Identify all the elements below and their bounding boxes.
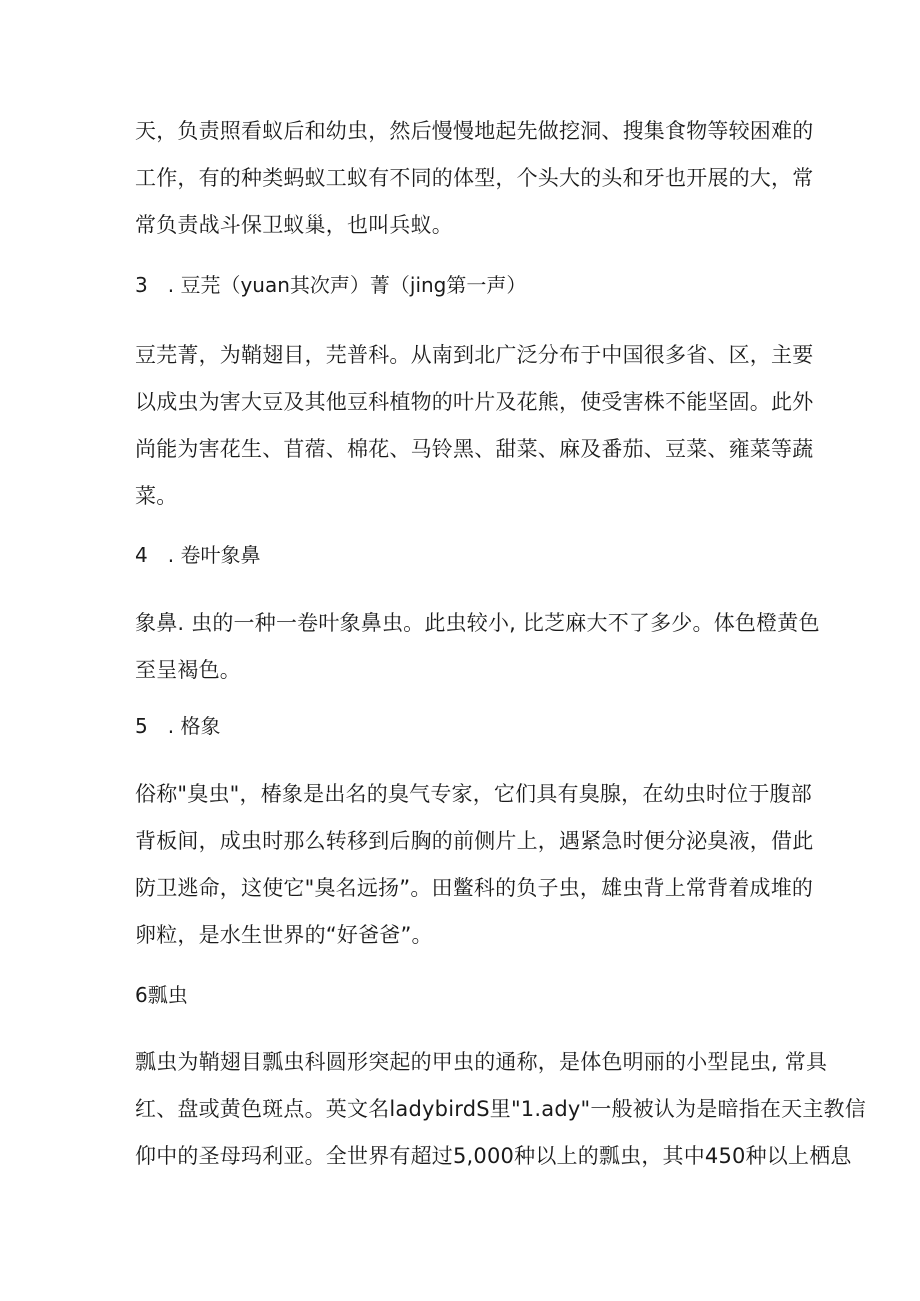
paragraph-leaf-rolling-weevil [135, 600, 820, 694]
text-line: 豆芫菁，为鞘翅目，芫普科。从南到北广泛分布于中国很多省、区，主要 [135, 343, 814, 367]
text-line: 红、盘或黄色斑点。英文名ladybirdS里"1.ady"一般被认为是暗指在天主教信 [135, 1097, 866, 1121]
section-heading-3: 3 . 豆芫（yuan其次声）菁（jing第一声） [135, 273, 527, 297]
text-line: 以成虫为害大豆及其他豆科植物的叶片及花熊，使受害株不能坚固。此外 [135, 390, 814, 414]
text-line: 工作，有的种类蚂蚁工蚁有不同的体型，个头大的头和牙也开展的大，常 [135, 166, 814, 190]
section-heading-4: 4 . 卷叶象鼻 [135, 543, 261, 567]
text-line: 俗称"臭虫"，椿象是出名的臭气专家，它们具有臭腺，在幼虫时位于腹部 [135, 782, 812, 806]
text-line: 卵粒，是水生世界的“好爸爸”。 [135, 923, 433, 947]
text-line: 瓢虫为鞘翅目瓢虫科圆形突起的甲虫的通称，是体色明丽的小型昆虫, 常具 [135, 1050, 828, 1074]
text-line: 天，负责照看蚁后和幼虫，然后慢慢地起先做挖洞、搜集食物等较困难的 [135, 119, 814, 143]
text-line: 象鼻. 虫的一种一卷叶象鼻虫。此虫较小, 比芝麻大不了多少。体色橙黄色 [135, 611, 820, 635]
section-heading-6: 6瓢虫 [135, 983, 188, 1007]
paragraph-ant-workers [135, 108, 814, 249]
paragraph-ladybug [135, 1039, 866, 1180]
text-line: 防卫逃命，这使它"臭名远扬”。田鳖科的负子虫，雄虫背上常背着成堆的 [135, 876, 814, 900]
section-heading-5: 5 . 格象 [135, 714, 221, 738]
text-line: 菜。 [135, 484, 178, 508]
text-line: 背板间，成虫时那么转移到后胸的前侧片上，遇紧急时便分泌臭液，借此 [135, 829, 814, 853]
paragraph-blister-beetle [135, 332, 814, 520]
text-line: 仰中的圣母玛利亚。全世界有超过5,000种以上的瓢虫，其中450种以上栖息 [135, 1144, 852, 1168]
text-line: 尚能为害花生、苜蓿、棉花、马铃黑、甜菜、麻及番茄、豆菜、雍菜等蔬 [135, 437, 814, 461]
text-line: 常负责战斗保卫蚁巢，也叫兵蚁。 [135, 213, 453, 237]
text-line: 至呈褐色。 [135, 658, 241, 682]
paragraph-stink-bug [135, 771, 814, 959]
